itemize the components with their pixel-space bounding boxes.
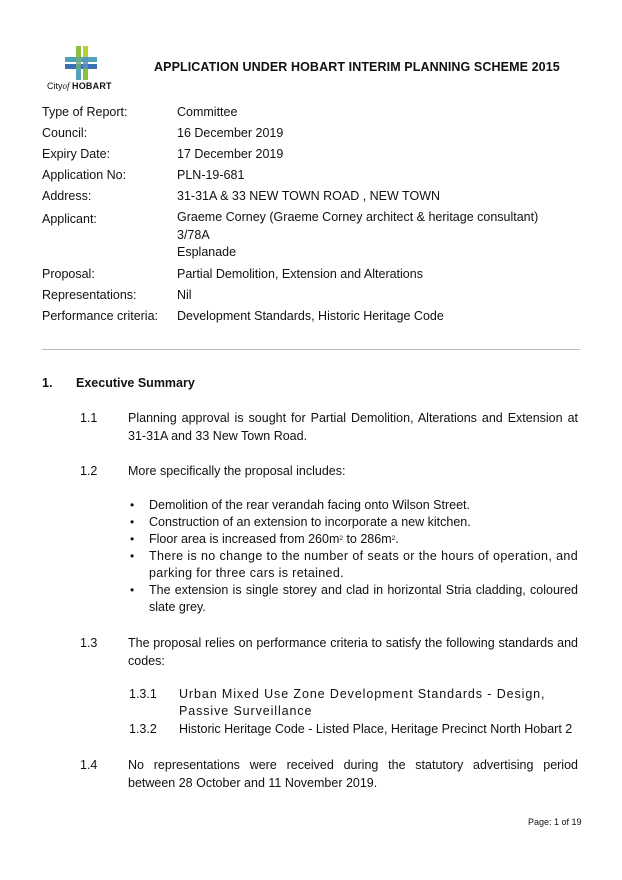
section-title: Executive Summary [76, 376, 195, 390]
representations-row: Representations: Nil [42, 287, 192, 302]
type-of-report-row: Type of Report: Committee [42, 105, 238, 119]
council-row: Council: 16 December 2019 [42, 126, 284, 140]
applicant-row: Applicant: Graeme Corney (Graeme Corney architect & heritage consultant) 3/78A Esplanade [42, 210, 539, 259]
paragraph-1-1: 1.1 Planning approval is sought for Partial Demolition, Alterations and Extension at 31-31A and 33 New Town Road. [80, 411, 578, 443]
performance-criteria-row: Performance criteria: Development Standards, Historic Heritage Code [42, 308, 444, 323]
city-of-hobart-logo [47, 46, 117, 91]
list-item: • There is no change to the number of seats or the hours of operation, and parking for three cars is retained. [130, 548, 578, 582]
proposal-bullet-list [130, 497, 578, 616]
subparagraph-1-3-1: 1.3.1 Urban Mixed Use Zone Development Standards - Design, Passive Surveillance [129, 687, 546, 718]
page-title: APPLICATION UNDER HOBART INTERIM PLANNING SCHEME 2015 [154, 60, 560, 74]
paragraph-1-4: 1.4 No representations were received during the statutory advertising period between 28 October and 11 November 2019. [80, 758, 578, 790]
report-details-table [42, 102, 582, 327]
list-item: • The extension is single storey and clad in horizontal Stria cladding, coloured slate grey. [130, 582, 578, 616]
proposal-row: Proposal: Partial Demolition, Extension and Alterations [42, 266, 423, 281]
paragraph-1-3: 1.3 The proposal relies on performance criteria to satisfy the following standards and codes: [80, 636, 578, 668]
list-item: • Demolition of the rear verandah facing onto Wilson Street. [130, 497, 578, 514]
expiry-date-row: Expiry Date: 17 December 2019 [42, 147, 284, 161]
paragraph-1-2: 1.2 More specifically the proposal includes: [80, 464, 346, 478]
page-number: Page: 1 of 19 [528, 817, 582, 827]
divider [42, 349, 580, 350]
application-no-row: Application No: PLN-19-681 [42, 168, 245, 182]
subparagraph-1-3-2: 1.3.2 Historic Heritage Code - Listed Place, Heritage Precinct North Hobart 2 [129, 722, 573, 736]
address-row: Address: 31-31A & 33 NEW TOWN ROAD , NEW TOWN [42, 189, 441, 203]
hobart-logo-icon [63, 46, 99, 80]
logo-wordmark: Cityof HOBART [47, 81, 112, 91]
list-item: • Construction of an extension to incorporate a new kitchen. [130, 514, 578, 531]
list-item: • Floor area is increased from $260m^2$ to $286m^2$. [130, 531, 578, 548]
executive-summary-heading: 1. Executive Summary [42, 376, 195, 390]
